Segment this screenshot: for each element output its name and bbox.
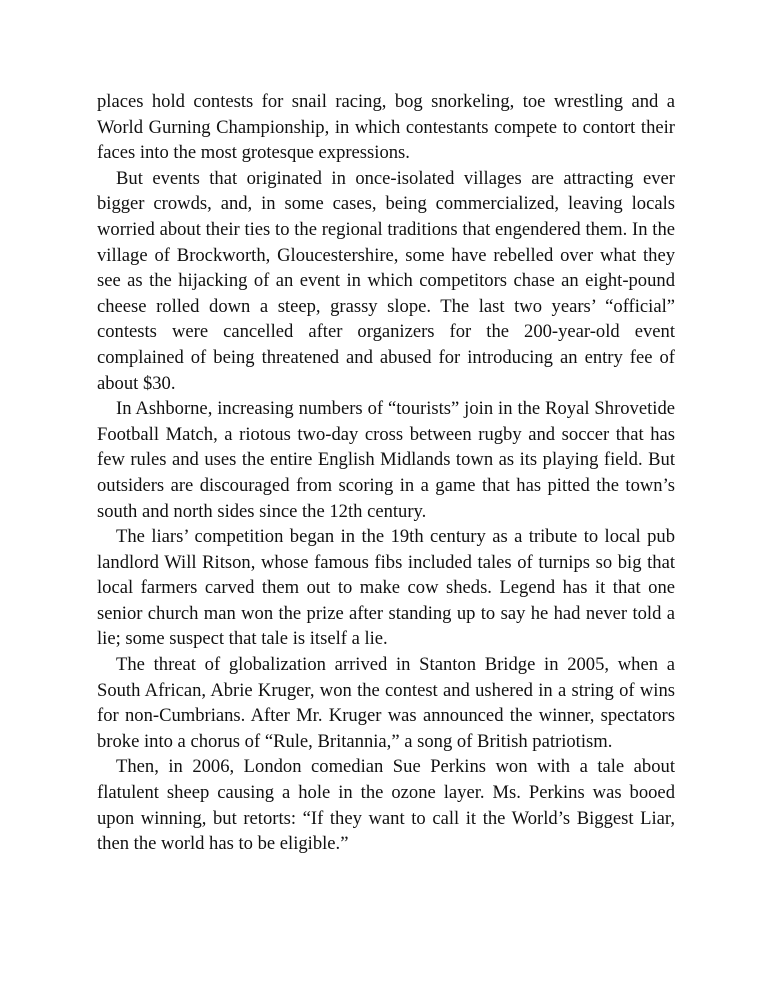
paragraph-3: In Ashborne, increasing numbers of “tourists” join in the Royal Shrovetide Football Match, a riotous two-day cross between rugby and soccer that has few rules and uses the entire English Midlands town as its playing field. But outsiders are discouraged from scoring in a game that has pitted the town’s south and north sides since the 12th century. (97, 398, 675, 522)
paragraph-1: places hold contests for snail racing, bog snorkeling, toe wrestling and a World Gurning Championship, in which contestants compete to contort their faces into the most grotesque expressions. (97, 91, 675, 164)
paragraph-2: But events that originated in once-isolated villages are attracting ever bigger crowds, and, in some cases, being commercialized, leaving locals worried about their ties to the regional traditions that engendered them. In the village of Brockworth, Gloucestershire, some have rebelled over what they see as the hijacking of an event in which competitors chase an eight-pound cheese rolled down a steep, grassy slope. The last two years’ “official” contests were cancelled after organizers for the 200-year-old event complained of being threatened and abused for introducing an entry fee of about $30. (97, 167, 675, 394)
paragraph-5: The threat of globalization arrived in Stanton Bridge in 2005, when a South African, Abrie Kruger, won the contest and ushered in a string of wins for non-Cumbrians. After Mr. Kruger was announced the winner, spectators broke into a chorus of “Rule, Britannia,” a song of British patriotism. (97, 654, 675, 752)
paragraph-4: The liars’ competition began in the 19th century as a tribute to local pub landlord Will Ritson, whose famous fibs included tales of turnips so big that local farmers carved them out to make cow sheds. Legend has it that one senior church man won the prize after standing up to say he had never told a lie; some suspect that tale is itself a lie. (97, 526, 675, 650)
paragraph-6: Then, in 2006, London comedian Sue Perkins won with a tale about flatulent sheep causing a hole in the ozone layer. Ms. Perkins was booed upon winning, but retorts: “If they want to call it the World’s Biggest Liar, then the world has to be eligible.” (97, 756, 675, 855)
article-body (97, 89, 675, 857)
